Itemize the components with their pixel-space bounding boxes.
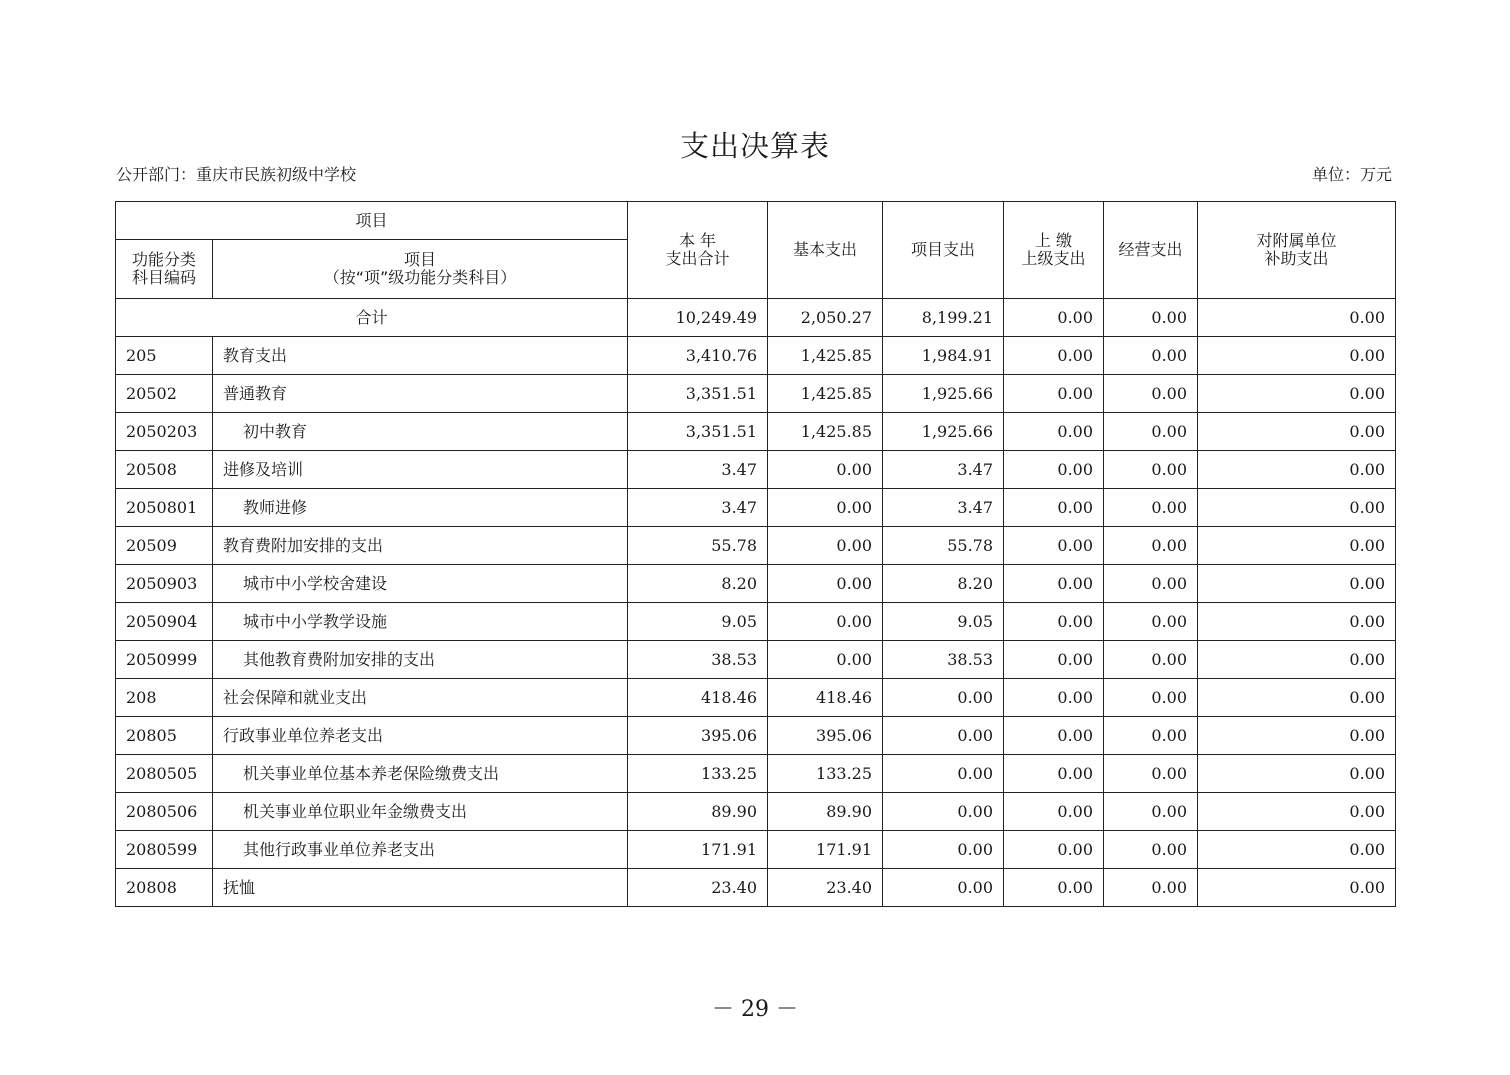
value-cell: 0.00	[1104, 375, 1198, 413]
name-cell: 教育费附加安排的支出	[213, 527, 628, 565]
value-cell: 0.00	[1104, 641, 1198, 679]
name-cell: 社会保障和就业支出	[213, 679, 628, 717]
value-cell: 0.00	[1198, 717, 1396, 755]
header-total-line2: 支出合计	[665, 249, 730, 268]
header-total-line1: 本 年	[678, 231, 717, 250]
value-cell: 1,984.91	[883, 337, 1004, 375]
value-cell: 0.00	[883, 679, 1004, 717]
value-cell: 3,351.51	[628, 413, 768, 451]
code-cell: 20808	[116, 869, 213, 907]
value-cell: 0.00	[1104, 527, 1198, 565]
value-cell: 0.00	[1198, 793, 1396, 831]
value-cell: 89.90	[628, 793, 768, 831]
value-cell: 0.00	[1198, 413, 1396, 451]
total-cell: 0.00	[1004, 299, 1104, 337]
value-cell: 0.00	[1004, 375, 1104, 413]
header-name-line2: （按“项”级功能分类科目）	[323, 268, 517, 287]
value-cell: 0.00	[1004, 793, 1104, 831]
value-cell: 0.00	[1004, 755, 1104, 793]
value-cell: 0.00	[768, 641, 883, 679]
name-cell: 进修及培训	[213, 451, 628, 489]
value-cell: 0.00	[768, 489, 883, 527]
value-cell: 0.00	[1104, 489, 1198, 527]
value-cell: 8.20	[883, 565, 1004, 603]
value-cell: 171.91	[768, 831, 883, 869]
value-cell: 55.78	[628, 527, 768, 565]
value-cell: 133.25	[628, 755, 768, 793]
value-cell: 0.00	[1104, 451, 1198, 489]
value-cell: 0.00	[1004, 527, 1104, 565]
value-cell: 0.00	[1198, 489, 1396, 527]
table-row	[116, 793, 1396, 831]
total-row	[116, 299, 1396, 337]
value-cell: 0.00	[1104, 831, 1198, 869]
code-cell: 2050801	[116, 489, 213, 527]
department-label: 公开部门：重庆市民族初级中学校	[116, 165, 357, 184]
value-cell: 0.00	[883, 793, 1004, 831]
header-subsidy-line1: 对附属单位	[1256, 231, 1337, 250]
value-cell: 171.91	[628, 831, 768, 869]
header-upper	[1004, 202, 1104, 299]
value-cell: 0.00	[1004, 413, 1104, 451]
table-row	[116, 527, 1396, 565]
value-cell: 0.00	[1104, 603, 1198, 641]
value-cell: 0.00	[1198, 831, 1396, 869]
value-cell: 0.00	[1198, 565, 1396, 603]
value-cell: 0.00	[1004, 603, 1104, 641]
table-row	[116, 565, 1396, 603]
value-cell: 0.00	[1198, 337, 1396, 375]
name-cell: 城市中小学教学设施	[213, 603, 628, 641]
value-cell: 3.47	[883, 451, 1004, 489]
value-cell: 0.00	[1004, 679, 1104, 717]
value-cell: 0.00	[768, 451, 883, 489]
name-cell: 城市中小学校舍建设	[213, 565, 628, 603]
value-cell: 0.00	[1004, 451, 1104, 489]
code-cell: 20509	[116, 527, 213, 565]
value-cell: 9.05	[628, 603, 768, 641]
value-cell: 23.40	[628, 869, 768, 907]
total-cell: 0.00	[1104, 299, 1198, 337]
header-code-line1: 功能分类	[131, 250, 196, 269]
header-code	[116, 240, 213, 299]
total-cell: 10,249.49	[628, 299, 768, 337]
value-cell: 0.00	[1198, 603, 1396, 641]
name-cell: 初中教育	[213, 413, 628, 451]
name-cell: 抚恤	[213, 869, 628, 907]
value-cell: 0.00	[768, 603, 883, 641]
value-cell: 1,425.85	[768, 413, 883, 451]
code-cell: 2050999	[116, 641, 213, 679]
page-number: － 29 －	[712, 997, 798, 1022]
name-cell: 教师进修	[213, 489, 628, 527]
value-cell: 0.00	[1104, 413, 1198, 451]
value-cell: 1,925.66	[883, 375, 1004, 413]
value-cell: 0.00	[1004, 831, 1104, 869]
code-cell: 2050904	[116, 603, 213, 641]
value-cell: 38.53	[628, 641, 768, 679]
name-cell: 其他教育费附加安排的支出	[213, 641, 628, 679]
name-cell: 其他行政事业单位养老支出	[213, 831, 628, 869]
value-cell: 3,410.76	[628, 337, 768, 375]
value-cell: 0.00	[1004, 717, 1104, 755]
code-cell: 2080599	[116, 831, 213, 869]
value-cell: 133.25	[768, 755, 883, 793]
value-cell: 0.00	[1004, 869, 1104, 907]
table-row	[116, 755, 1396, 793]
value-cell: 23.40	[768, 869, 883, 907]
name-cell: 教育支出	[213, 337, 628, 375]
value-cell: 418.46	[628, 679, 768, 717]
value-cell: 0.00	[1198, 869, 1396, 907]
value-cell: 0.00	[1104, 717, 1198, 755]
value-cell: 0.00	[768, 565, 883, 603]
value-cell: 0.00	[883, 755, 1004, 793]
table-row	[116, 831, 1396, 869]
value-cell: 89.90	[768, 793, 883, 831]
value-cell: 1,425.85	[768, 337, 883, 375]
value-cell: 0.00	[1004, 337, 1104, 375]
header-subsidy	[1198, 202, 1396, 299]
name-cell: 行政事业单位养老支出	[213, 717, 628, 755]
value-cell: 0.00	[1198, 527, 1396, 565]
header-subsidy-line2: 补助支出	[1264, 249, 1329, 268]
value-cell: 395.06	[768, 717, 883, 755]
header-name	[213, 240, 628, 299]
header-basic: 基本支出	[768, 202, 883, 299]
value-cell: 1,925.66	[883, 413, 1004, 451]
value-cell: 3.47	[883, 489, 1004, 527]
unit-label: 单位：万元	[1311, 165, 1392, 184]
value-cell: 0.00	[1104, 565, 1198, 603]
header-project-expense: 项目支出	[883, 202, 1004, 299]
value-cell: 0.00	[1104, 755, 1198, 793]
header-code-line2: 科目编码	[131, 268, 196, 287]
value-cell: 418.46	[768, 679, 883, 717]
expenditure-table	[115, 201, 1396, 907]
header-name-line1: 项目	[404, 250, 437, 269]
table-row	[116, 679, 1396, 717]
total-cell: 8,199.21	[883, 299, 1004, 337]
name-cell: 普通教育	[213, 375, 628, 413]
table-row	[116, 337, 1396, 375]
value-cell: 0.00	[1104, 793, 1198, 831]
table-row	[116, 375, 1396, 413]
code-cell: 2080506	[116, 793, 213, 831]
value-cell: 0.00	[1198, 679, 1396, 717]
value-cell: 0.00	[1004, 641, 1104, 679]
table-row	[116, 413, 1396, 451]
value-cell: 55.78	[883, 527, 1004, 565]
header-total	[628, 202, 768, 299]
value-cell: 0.00	[1198, 375, 1396, 413]
table-row	[116, 641, 1396, 679]
code-cell: 20805	[116, 717, 213, 755]
value-cell: 395.06	[628, 717, 768, 755]
code-cell: 208	[116, 679, 213, 717]
total-cell: 2,050.27	[768, 299, 883, 337]
value-cell: 0.00	[1104, 869, 1198, 907]
value-cell: 0.00	[883, 717, 1004, 755]
code-cell: 2080505	[116, 755, 213, 793]
value-cell: 0.00	[768, 527, 883, 565]
total-label: 合计	[116, 299, 628, 337]
value-cell: 0.00	[1104, 679, 1198, 717]
total-cell: 0.00	[1198, 299, 1396, 337]
header-operating: 经营支出	[1104, 202, 1198, 299]
value-cell: 3.47	[628, 489, 768, 527]
value-cell: 1,425.85	[768, 375, 883, 413]
value-cell: 0.00	[1004, 489, 1104, 527]
header-project: 项目	[116, 202, 628, 240]
name-cell: 机关事业单位职业年金缴费支出	[213, 793, 628, 831]
value-cell: 3,351.51	[628, 375, 768, 413]
value-cell: 0.00	[883, 831, 1004, 869]
value-cell: 3.47	[628, 451, 768, 489]
code-cell: 20502	[116, 375, 213, 413]
code-cell: 20508	[116, 451, 213, 489]
header-upper-line1: 上 缴	[1034, 231, 1073, 250]
value-cell: 0.00	[1198, 451, 1396, 489]
value-cell: 0.00	[1104, 337, 1198, 375]
table-row	[116, 603, 1396, 641]
value-cell: 0.00	[1198, 641, 1396, 679]
code-cell: 2050203	[116, 413, 213, 451]
table-row	[116, 451, 1396, 489]
table-row	[116, 869, 1396, 907]
code-cell: 205	[116, 337, 213, 375]
value-cell: 0.00	[1004, 565, 1104, 603]
value-cell: 0.00	[883, 869, 1004, 907]
value-cell: 0.00	[1198, 755, 1396, 793]
value-cell: 9.05	[883, 603, 1004, 641]
value-cell: 8.20	[628, 565, 768, 603]
header-upper-line2: 上级支出	[1021, 249, 1086, 268]
code-cell: 2050903	[116, 565, 213, 603]
name-cell: 机关事业单位基本养老保险缴费支出	[213, 755, 628, 793]
value-cell: 38.53	[883, 641, 1004, 679]
table-row	[116, 489, 1396, 527]
table-row	[116, 717, 1396, 755]
page-title: 支出决算表	[679, 129, 830, 163]
